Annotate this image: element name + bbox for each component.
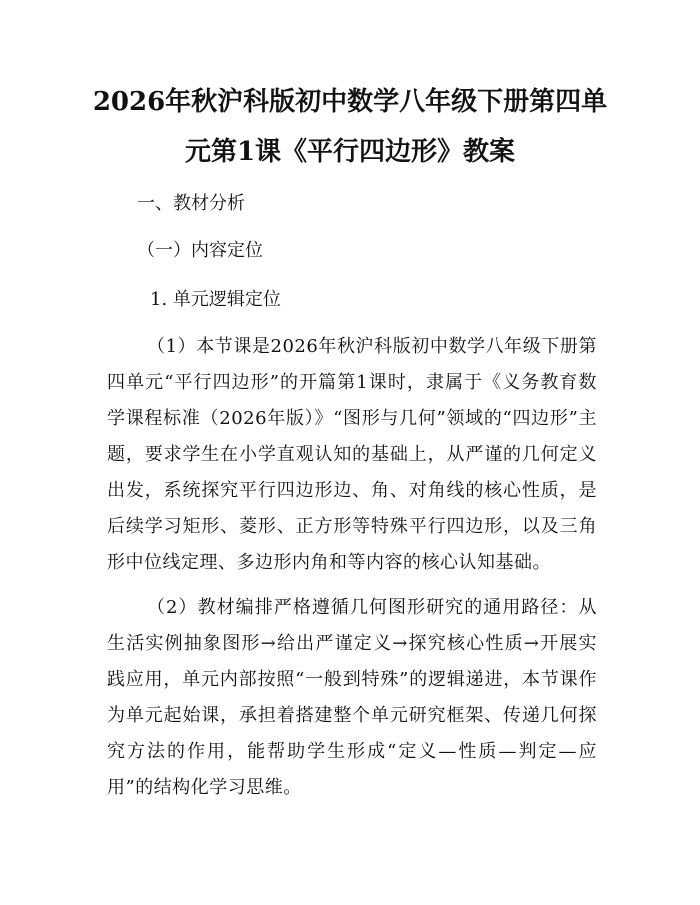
document-title-line-2: 元第1课《平行四边形》教案 bbox=[184, 137, 516, 167]
subsection-heading-content-positioning: （一）内容定位 bbox=[137, 240, 263, 261]
paragraph-1: （1）本节课是2026年秋沪科版初中数学八年级下册第四单元“平行四边形”的开篇第1课时，隶属于《义务教育数学课程标准（2026年版）》“图形与几何”领域的“四边形”主题，要求学生在小学直观认知的基础上，从严谨的几何定义出发，系统探究平行四边形边、角、对角线的核心性质，是后续学习矩形、菱形、正方形等特殊平行四边形，以及三角形中位线定理、多边形内角和等内容的核心认知基础。 bbox=[107, 336, 597, 573]
document-title-line-1: 2026年秋沪科版初中数学八年级下册第四单 bbox=[92, 87, 608, 117]
section-heading-teaching-material-analysis: 一、教材分析 bbox=[137, 193, 245, 214]
paragraph-2: （2）教材编排严格遵循几何图形研究的通用路径：从生活实例抽象图形→给出严谨定义→探究核心性质→开展实践应用，单元内部按照“一般到特殊”的逻辑递进，本节课作为单元起始课，承担着搭建整个单元研究框架、传递几何探究方法的作用，能帮助学生形成“定义—性质—判定—应用”的结构化学习思维。 bbox=[107, 597, 597, 798]
subsubsection-heading-unit-logic: 1. 单元逻辑定位 bbox=[150, 289, 281, 310]
